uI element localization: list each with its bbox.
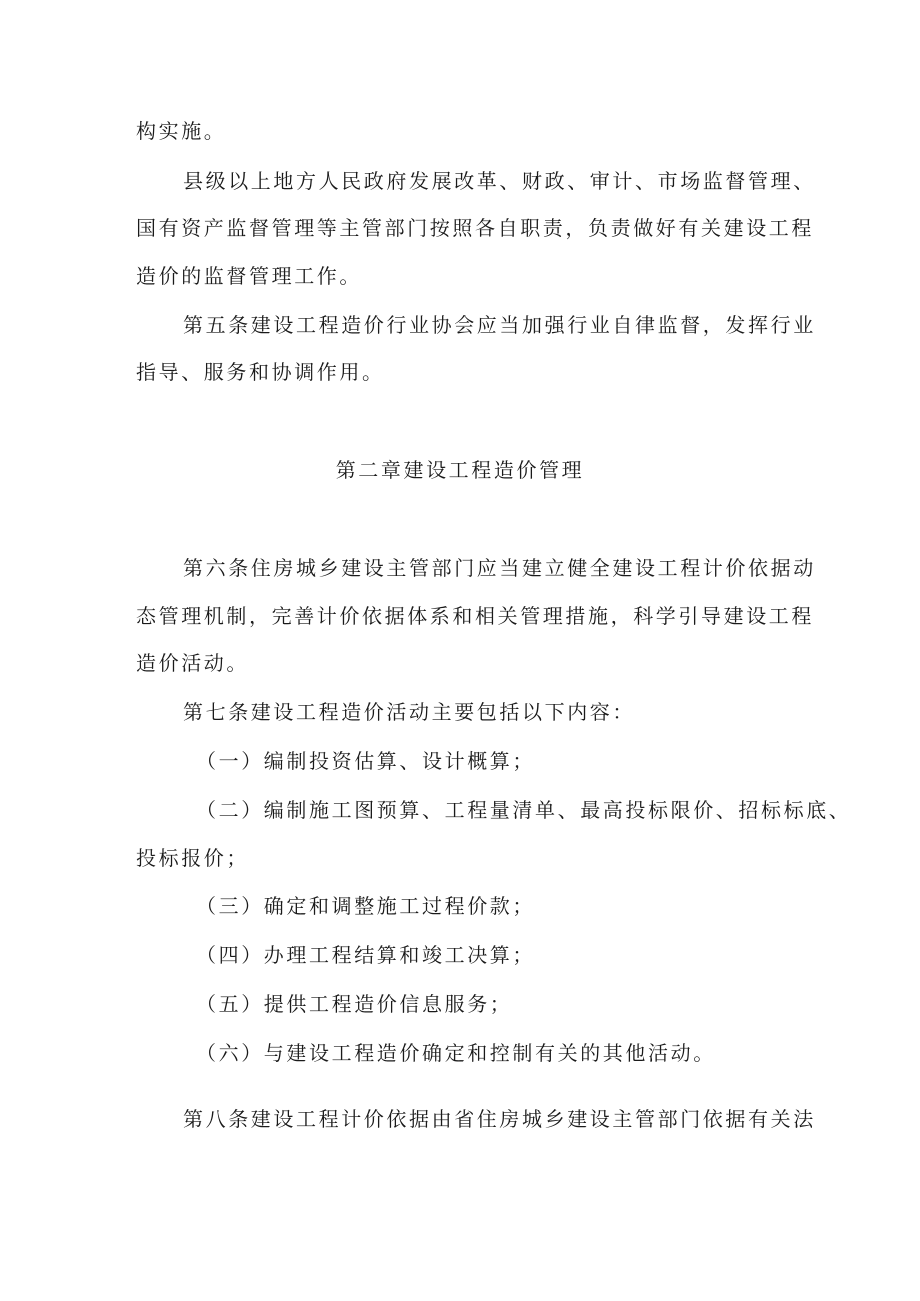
text-line: 第五条建设工程造价行业协会应当加强行业自律监督，发挥行业 <box>183 313 816 337</box>
chapter-heading: 第二章建设工程造价管理 <box>335 458 585 482</box>
list-item: （一）编制投资估算、设计概算； <box>196 749 535 773</box>
text-line: 第七条建设工程造价活动主要包括以下内容： <box>183 700 635 724</box>
list-item: （六）与建设工程造价确定和控制有关的其他活动。 <box>196 1041 716 1065</box>
text-line: 态管理机制，完善计价依据体系和相关管理措施，科学引导建设工程 <box>136 604 814 628</box>
text-line: 构实施。 <box>136 119 227 143</box>
text-line: 第六条住房城乡建设主管部门应当建立健全建设工程计价依据动 <box>183 556 816 580</box>
text-line: 造价的监督管理工作。 <box>136 264 362 288</box>
text-line: 造价活动。 <box>136 651 249 675</box>
list-item: （四）办理工程结算和竣工决算； <box>196 943 535 967</box>
list-item: （二）编制施工图预算、工程量清单、最高投标限价、招标标底、 <box>196 798 852 822</box>
text-line: 指导、服务和协调作用。 <box>136 360 385 384</box>
list-item: （三）确定和调整施工过程价款； <box>196 894 535 918</box>
list-item: （五）提供工程造价信息服务； <box>196 992 513 1016</box>
text-line: 县级以上地方人民政府发展改革、财政、审计、市场监督管理、 <box>183 169 816 193</box>
text-line: 投标报价； <box>136 846 249 870</box>
text-line: 国有资产监督管理等主管部门按照各自职责，负责做好有关建设工程 <box>136 216 814 240</box>
text-line: 第八条建设工程计价依据由省住房城乡建设主管部门依据有关法 <box>183 1107 816 1131</box>
